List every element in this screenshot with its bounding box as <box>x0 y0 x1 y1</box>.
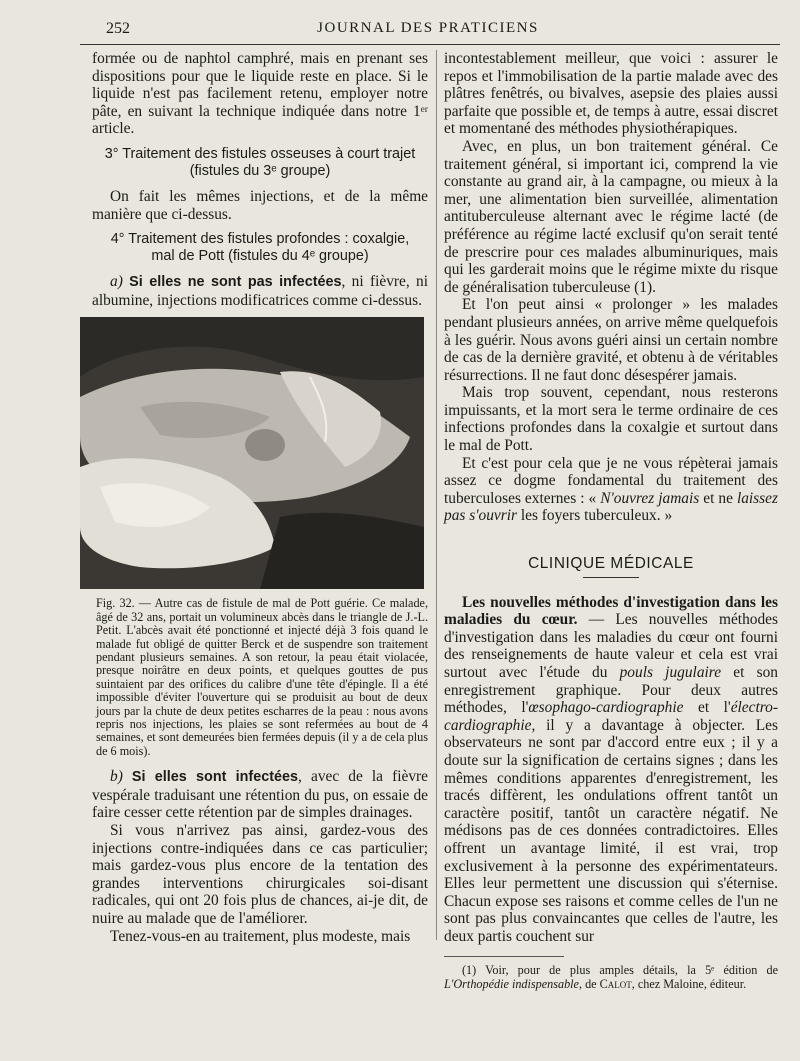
text-run: et l' <box>683 699 731 717</box>
emphasis: N'ouvrez jamais <box>600 489 700 507</box>
emphasis: œsophago-cardiographie <box>528 699 684 717</box>
article-paragraph <box>444 594 778 946</box>
paragraph: Et l'on peut ainsi « prolonger » les malades pendant plusieurs années, on arrive même quelquefois à les guérir. Nous avons guéri ainsi un certain nombre de cas de la dernière gravité, et obtenu à de véritables résurrections. Il ne faut donc désespérer jamais. <box>444 296 778 384</box>
text-run: les foyers tuberculeux. » <box>517 507 673 525</box>
text-run: (1) Voir, pour de plus amples détails, la 5ᵉ édition de <box>462 962 778 977</box>
paragraph: Si vous n'arrivez pas ainsi, gardez-vous des injections contre-indiquées dans ce cas particulier; mais gardez-vous plus encore de la tentation des grandes interventions chirurgicales soi-disant radicales, qui ont 20 fois plus de chances, ai-je dit, de nuire au malade que de l'améliorer. <box>92 822 428 927</box>
column-divider <box>436 50 437 940</box>
text-run: Et c'est pour cela que je ne vous répèterai jamais assez ce dogme fondamental du traitement des tuberculoses externes : « <box>444 454 778 507</box>
paragraph: incontestablement meilleur, que voici : assurer le repos et l'immobilisation de la partie malade avec des plâtres fenêtrés, ou bivalves, asepsie des plaies aussi parfaite que possible et, de temps à autre, essai discret et momentané des méthodes physiothérapiques. <box>444 50 778 138</box>
patient-photo <box>80 317 424 589</box>
page-number: 252 <box>106 20 130 37</box>
text-run: , il y a davantage à objecter. Les observateurs ne sont par d'accord entre eux ; il y a doute sur la signification de certains signes ; dans les mêmes conditions apparentes d'enregistrement, les tracés diffèrent, les ondulations offrent tantôt un caractère positif, tantôt un caractère négatif. Ne médisons pas de ces données contradictoires. Elles offrent un avantage limité, il est vrai, trop exclusivement à la personne des expérimentateurs. Elles leur permettent une discussion qui s'éternise. Chacun expose ses raisons et comme celles de l'un ne sont pas plus convaincantes que celles de l'autre, les deux partis couchent sur <box>444 716 778 945</box>
text-run: — Les nouvelles méthodes d'investigation dans les maladies du cœur ont fourni des renseignements de haute valeur et cela est vrai surtout avec l'étude du <box>444 611 778 681</box>
footnote-rule <box>444 956 564 957</box>
heading-line: (fistules du 3ᵉ groupe) <box>189 162 331 179</box>
case-marker: a) <box>110 273 130 291</box>
case-title: Si elles sont infectées <box>131 769 299 786</box>
case-marker: b) <box>110 768 132 786</box>
paragraph-case-b <box>92 768 428 822</box>
footnote <box>444 963 778 991</box>
header-rule <box>80 44 780 45</box>
article-title: Les nouvelles méthodes d'investigation dans les maladies du cœur. <box>444 593 778 629</box>
text-run: et ne <box>699 489 737 507</box>
paragraph: On fait les mêmes injections, et de la même manière que ci-dessus. <box>92 187 428 223</box>
paragraph: Avec, en plus, un bon traitement général. Ce traitement général, si important ici, comprend la vie constante au grand air, à la campagne, ou mieux à la mer, une alimentation bien surveillée, alimentation antituberculeuse alternant avec le régime lacté (de préférence au régime lacté exclusif qu'on serait tenté de prescrire pour ces malades albuminuriques, mais qui les garderait moins que le régime mixte du risque de généralisation tuberculeuse (1). <box>444 137 778 296</box>
page-header <box>78 18 778 44</box>
section-title: CLINIQUE MÉDICALE <box>528 555 694 573</box>
section-heading-3 <box>92 146 428 180</box>
heading-line: 3° Traitement des fistules osseuses à court trajet <box>104 145 416 162</box>
section-rule <box>583 577 639 578</box>
case-text: , ni fièvre, ni albumine, injections modificatrices comme ci-dessus. <box>92 273 428 309</box>
section-heading-4 <box>92 231 428 265</box>
paragraph: Tenez-vous-en au traitement, plus modeste, mais <box>110 927 411 945</box>
heading-line: 4° Traitement des fistules profondes : coxalgie, <box>110 231 410 248</box>
text-run: , chez Maloine, éditeur. <box>631 976 747 991</box>
text-run: , de <box>578 976 600 991</box>
paragraph-dogma <box>444 455 778 525</box>
heading-line: mal de Pott (fistules du 4ᵉ groupe) <box>151 248 369 265</box>
left-column <box>92 50 428 945</box>
right-column <box>444 50 778 991</box>
emphasis: laissez pas s'ouvrir <box>444 489 778 525</box>
author-name: Calot <box>599 976 632 991</box>
paragraph: formée ou de naphtol camphré, mais en prenant ses dispositions pour que le liquide reste en place. Si le liquide n'est pas facilement retenu, employer notre pâte, en suivant la technique indiquée dans notre 1ᵉʳ article. <box>92 50 428 138</box>
emphasis: pouls jugulaire <box>619 664 722 681</box>
case-title: Si elles ne sont pas infectées <box>129 274 342 291</box>
emphasis: L'Orthopédie indispensable <box>444 976 579 991</box>
text-run: et son enregistrement graphique. Pour deux autres méthodes, l' <box>444 664 778 717</box>
paragraph: Mais trop souvent, cependant, nous resterons impuissants, et la mort sera le terme ordinaire de ces infections profondes dans la coxalgie et surtout dans le mal de Pott. <box>444 384 778 455</box>
figure-photo <box>80 317 424 589</box>
figure-caption: Fig. 32. — Autre cas de fistule de mal de Pott guérie. Ce malade, âgé de 32 ans, portait un volumineux abcès dans le triangle de J.-L. Petit. L'abcès avait été ponctionné et injecté déjà 3 fois quand le malade fut obligé de quitter Berck et de suspendre son traitement pendant plusieurs semaines. A son retour, la peau était violacée, presque noirâtre en deux points, et quelques gouttes de pus suintaient par des orifices du calibre d'une tête d'épingle. Il a été impossible d'éviter l'ouverture qui se produisit au bout de deux jours par la chute de deux petites escharres de la peau : nous avons repris nos injections, les plaies se sont refermées au bout de 4 semaines, et sont demeurées bien fermées depuis (il y a de cela plus de 6 mois). <box>96 596 428 758</box>
running-title: JOURNAL DES PRATICIENS <box>317 20 539 36</box>
paragraph-case-a <box>92 273 428 309</box>
case-text: , avec de la fièvre vespérale traduisant une rétention du pus, on essaie de faire cesser cette rétention par de simples drainages. <box>92 768 428 822</box>
emphasis: électro-cardiographie <box>444 699 778 734</box>
